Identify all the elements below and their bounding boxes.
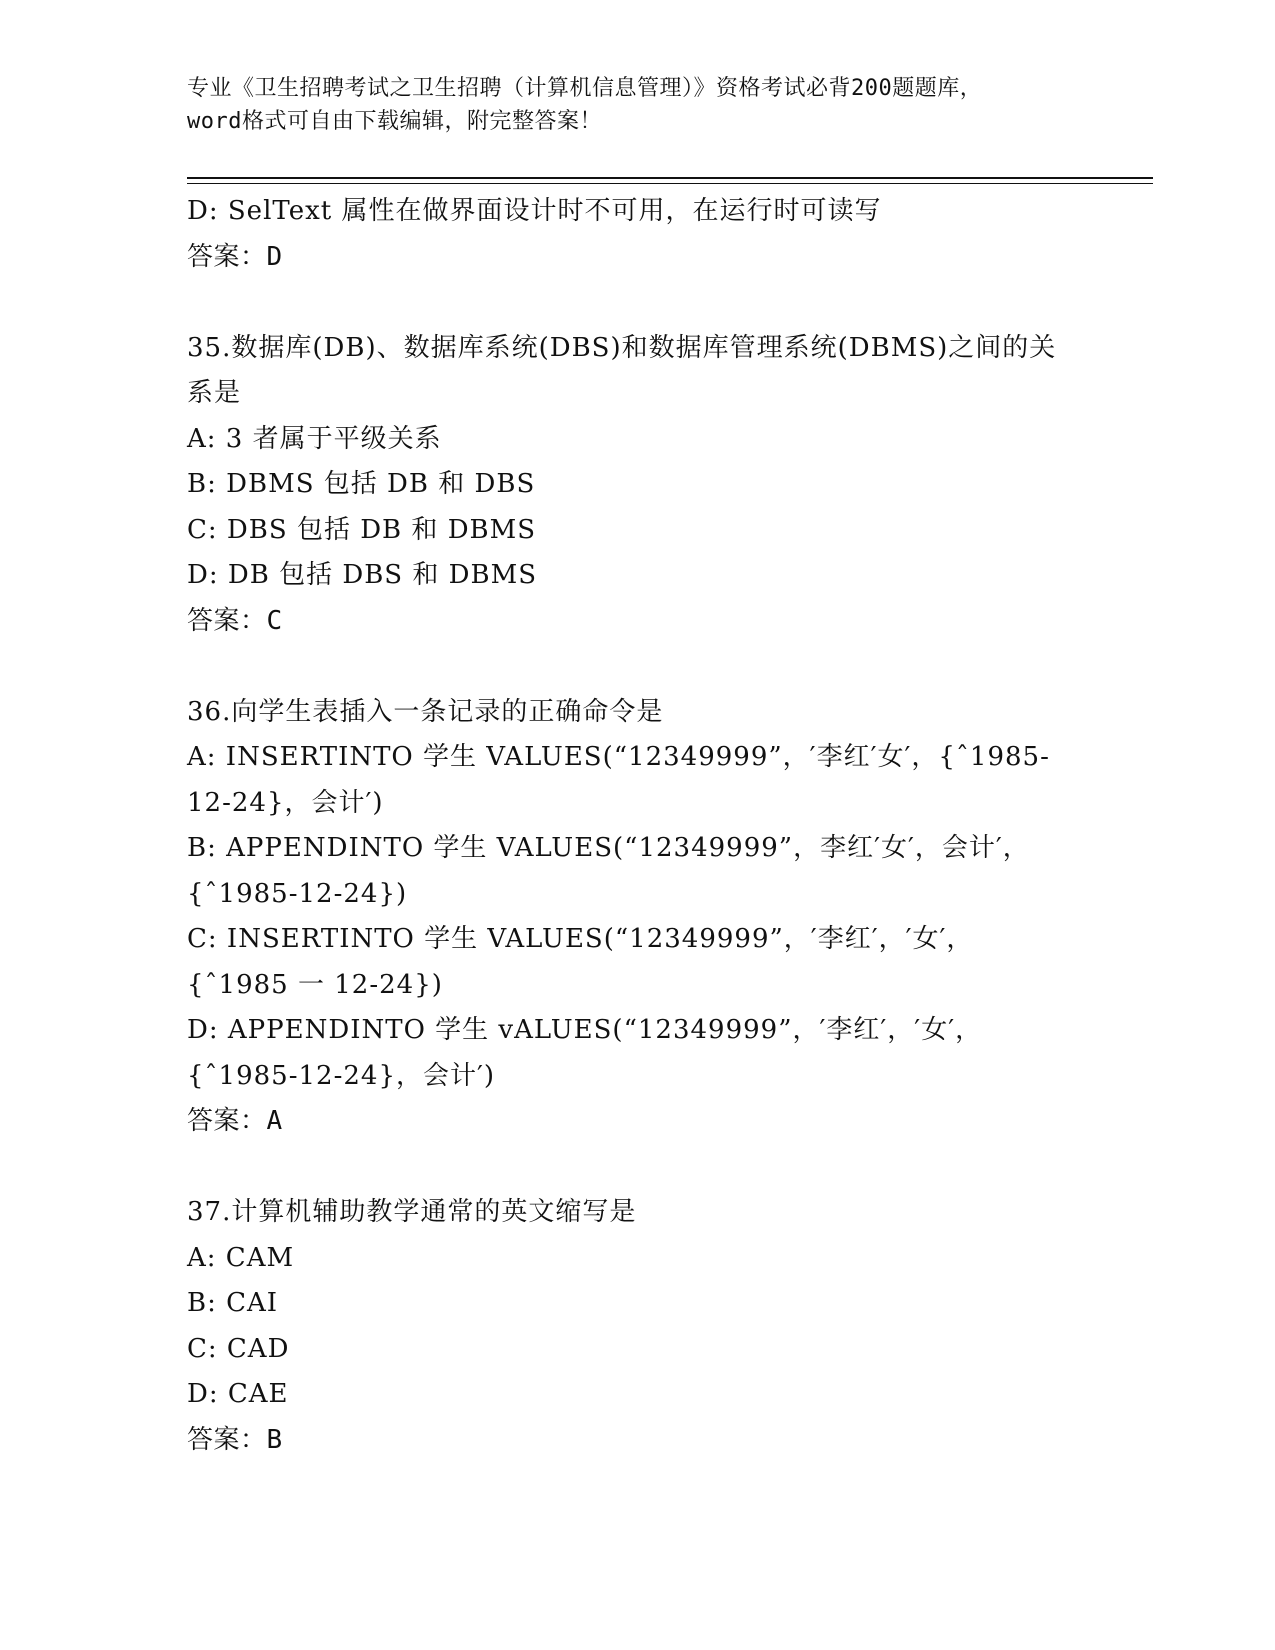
header-rule-thick bbox=[187, 177, 1153, 179]
question-block-35 bbox=[187, 326, 1087, 645]
answer-line: 答案：B bbox=[187, 1424, 283, 1455]
option-d: D: SelText 属性在做界面设计时不可用，在运行时可读写 bbox=[187, 196, 882, 226]
spacer bbox=[187, 1145, 1087, 1191]
answer-line: 答案：C bbox=[187, 605, 283, 636]
answer-line: 答案：D bbox=[187, 241, 283, 272]
question-stem: 36.向学生表插入一条记录的正确命令是 bbox=[187, 696, 664, 727]
option-d-line-2: {ˆ1985-12-24}，会计′) bbox=[187, 1060, 496, 1091]
question-content bbox=[187, 189, 1087, 1463]
option-d: D: DB 包括 DBS 和 DBMS bbox=[187, 560, 538, 590]
question-stem-line-2: 系是 bbox=[187, 378, 242, 408]
document-header bbox=[187, 72, 1087, 138]
question-block-36 bbox=[187, 690, 1087, 1145]
question-stem: 37.计算机辅助教学通常的英文缩写是 bbox=[187, 1197, 637, 1227]
header-rule-thin bbox=[187, 183, 1153, 184]
question-stem-line-1: 35.数据库(DB)、数据库系统(DBS)和数据库管理系统(DBMS)之间的关 bbox=[187, 332, 1057, 363]
option-a-line-1: A: INSERTINTO 学生 VALUES(“12349999”，′李红′女′，{ˆ1985- bbox=[187, 742, 1050, 772]
option-a: A: CAM bbox=[187, 1242, 295, 1273]
option-a: A: 3 者属于平级关系 bbox=[187, 423, 442, 454]
option-a-line-2: 12-24}，会计′) bbox=[187, 787, 384, 818]
option-b: B: CAI bbox=[187, 1288, 279, 1318]
spacer bbox=[187, 644, 1087, 690]
question-block-prev bbox=[187, 189, 1087, 280]
option-b-line-2: {ˆ1985-12-24}) bbox=[187, 878, 408, 909]
option-c-line-1: C: INSERTINTO 学生 VALUES(“12349999”，′李红′，′女′， bbox=[187, 924, 974, 954]
header-title-line-1: 专业《卫生招聘考试之卫生招聘（计算机信息管理）》资格考试必背200题题库， bbox=[187, 76, 983, 101]
answer-line: 答案：A bbox=[187, 1106, 283, 1136]
header-title-line-2: word格式可自由下载编辑，附完整答案！ bbox=[187, 109, 602, 134]
spacer bbox=[187, 280, 1087, 326]
option-b: B: DBMS 包括 DB 和 DBS bbox=[187, 469, 536, 499]
question-block-37 bbox=[187, 1190, 1087, 1463]
option-c: C: DBS 包括 DB 和 DBMS bbox=[187, 514, 537, 545]
option-b-line-1: B: APPENDINTO 学生 VALUES(“12349999”，李红′女′，会计′， bbox=[187, 833, 1030, 863]
option-c: C: CAD bbox=[187, 1333, 290, 1364]
option-c-line-2: {ˆ1985 一 12-24}) bbox=[187, 969, 443, 1000]
option-d-line-1: D: APPENDINTO 学生 vALUES(“12349999”，′李红′，′女′， bbox=[187, 1015, 983, 1045]
option-d: D: CAE bbox=[187, 1379, 289, 1409]
